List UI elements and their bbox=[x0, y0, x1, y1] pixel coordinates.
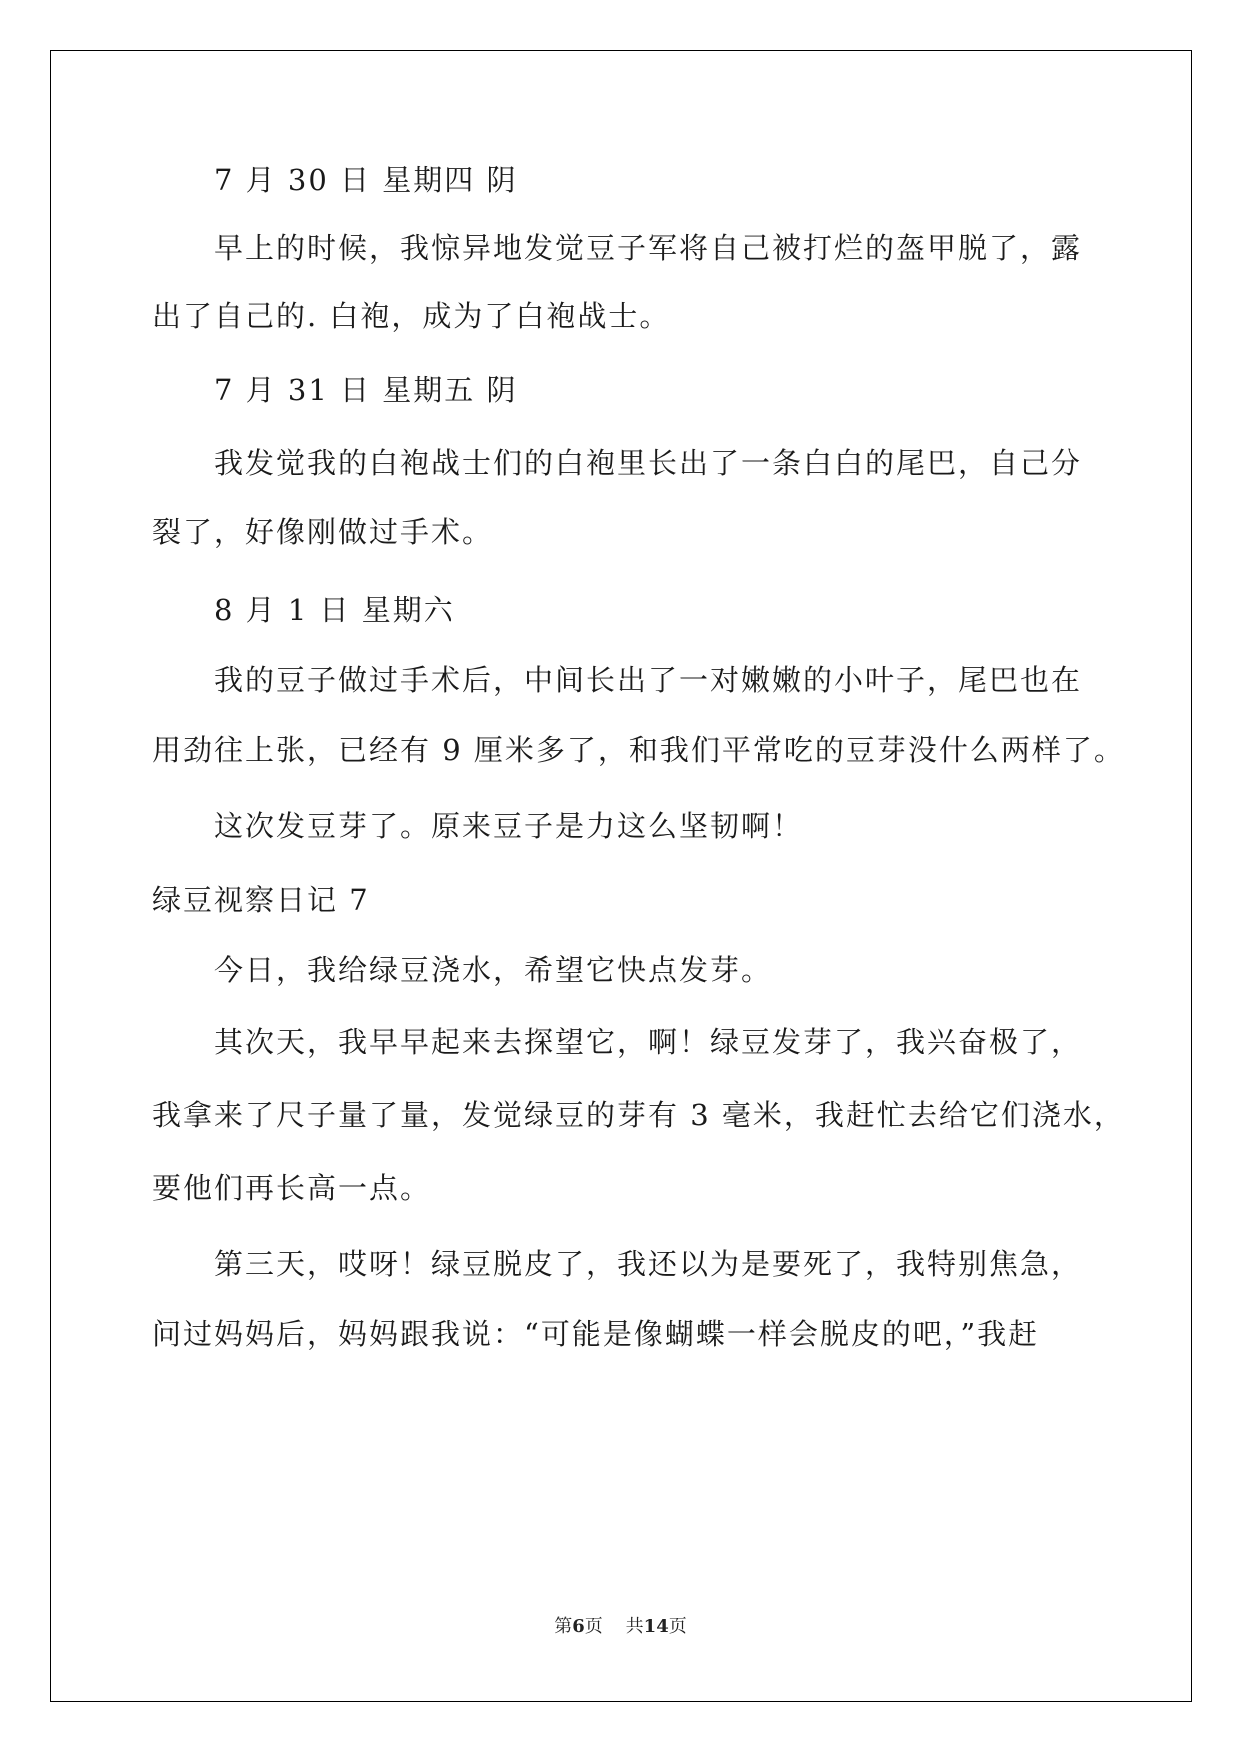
page-footer bbox=[0, 1612, 1241, 1638]
paragraph-line: 出了自己的. 白袍，成为了白袍战士。 bbox=[152, 299, 671, 333]
diary-date-line: 8 月 1 日 星期六 bbox=[214, 593, 455, 627]
current-page-number: 6 bbox=[572, 1616, 585, 1637]
footer-mid: 页 共 bbox=[584, 1616, 644, 1637]
paragraph-line: 今日，我给绿豆浇水，希望它快点发芽。 bbox=[214, 953, 773, 987]
diary-date-line: 7 月 30 日 星期四 阴 bbox=[214, 163, 518, 197]
paragraph-line: 其次天，我早早起来去探望它，啊！绿豆发芽了，我兴奋极了， bbox=[214, 1025, 1083, 1059]
diary-date-line: 7 月 31 日 星期五 阴 bbox=[214, 373, 518, 407]
section-heading: 绿豆视察日记 7 bbox=[152, 883, 370, 917]
paragraph-line: 我的豆子做过手术后，中间长出了一对嫩嫩的小叶子，尾巴也在 bbox=[214, 663, 1083, 697]
footer-prefix: 第 bbox=[554, 1616, 573, 1637]
paragraph-line: 早上的时候，我惊异地发觉豆子军将自己被打烂的盔甲脱了，露 bbox=[214, 231, 1083, 265]
paragraph-line: 我拿来了尺子量了量，发觉绿豆的芽有 3 毫米，我赶忙去给它们浇水， bbox=[152, 1098, 1125, 1132]
paragraph-line: 我发觉我的白袍战士们的白袍里长出了一条白白的尾巴，自己分 bbox=[214, 446, 1083, 480]
paragraph-line: 问过妈妈后，妈妈跟我说：“可能是像蝴蝶一样会脱皮的吧，”我赶 bbox=[152, 1317, 1040, 1351]
paragraph-line: 这次发豆芽了。原来豆子是力这么坚韧啊！ bbox=[214, 809, 804, 843]
footer-suffix: 页 bbox=[668, 1616, 687, 1637]
paragraph-line: 第三天，哎呀！绿豆脱皮了，我还以为是要死了，我特别焦急， bbox=[214, 1247, 1083, 1281]
paragraph-line: 要他们再长高一点。 bbox=[152, 1171, 432, 1205]
paragraph-line: 用劲往上张，已经有 9 厘米多了，和我们平常吃的豆芽没什么两样了。 bbox=[152, 733, 1125, 767]
paragraph-line: 裂了，好像刚做过手术。 bbox=[152, 515, 494, 549]
total-page-number: 14 bbox=[643, 1616, 669, 1637]
